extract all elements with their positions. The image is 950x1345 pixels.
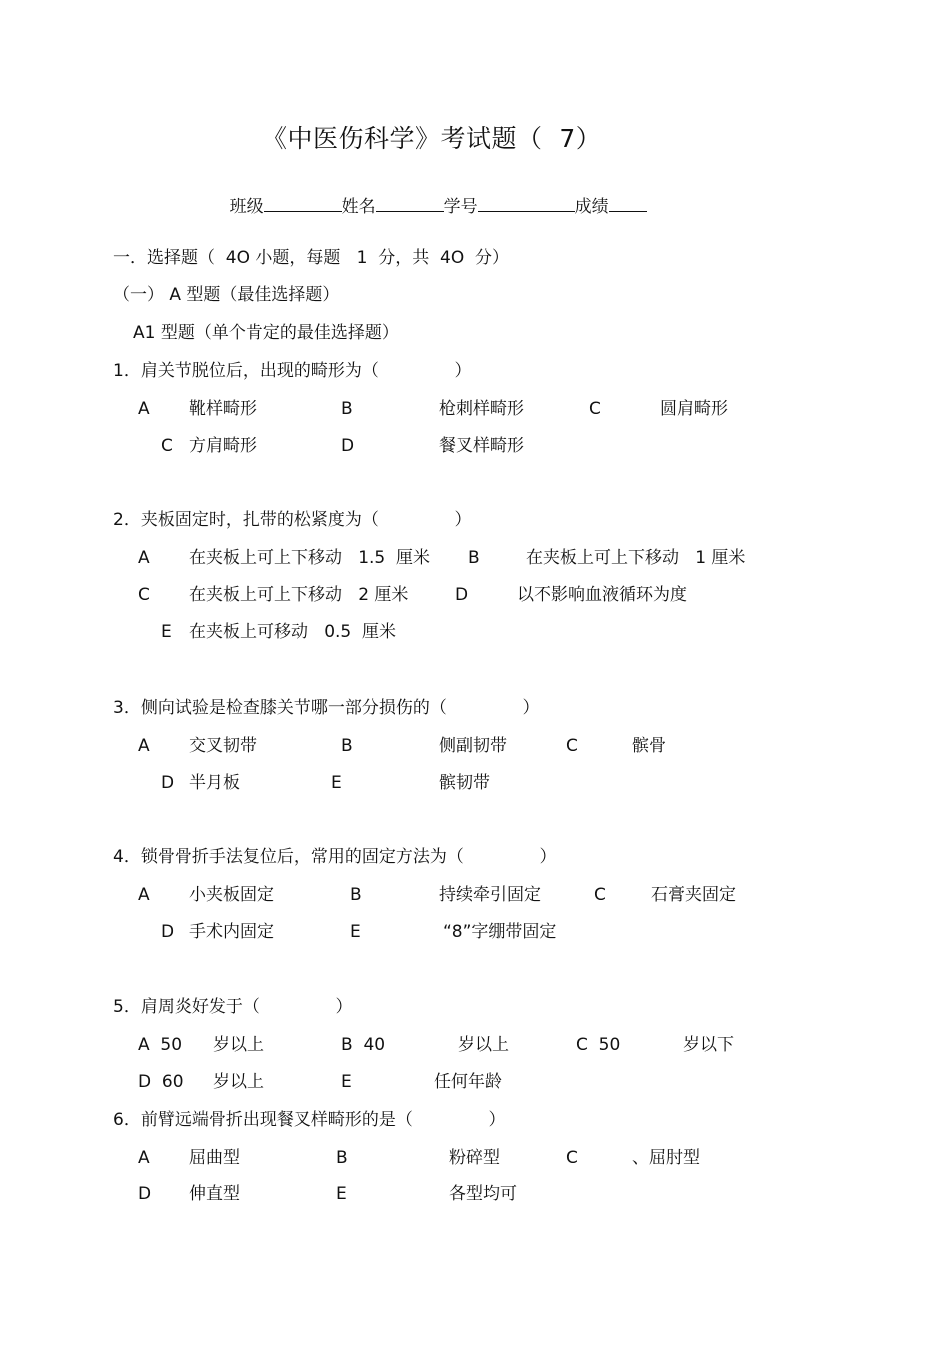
q5-option-text[interactable]: 岁以上 — [213, 1035, 264, 1055]
q5-option-letter: C 50 — [576, 1035, 621, 1055]
q4-option-text[interactable]: 小夹板固定 — [189, 885, 274, 905]
q2-option-letter: B — [468, 548, 480, 568]
q1-option-letter: B — [341, 399, 353, 419]
q6-option-letter: E — [336, 1184, 347, 1204]
q6-option-text[interactable]: 屈曲型 — [189, 1148, 240, 1168]
q4-option-text[interactable]: “8”字绷带固定 — [443, 922, 557, 942]
q6-option-letter: B — [336, 1148, 348, 1168]
id-blank[interactable] — [478, 193, 575, 212]
q3-option-letter: A — [138, 736, 150, 756]
q4-option-letter: A — [138, 885, 150, 905]
question-4-stem: 4．锁骨骨折手法复位后，常用的固定方法为（ ） — [113, 847, 557, 867]
q3-option-text[interactable]: 半月板 — [189, 773, 240, 793]
id-label: 学号 — [443, 197, 478, 217]
score-label: 成绩 — [574, 197, 609, 217]
q1-option-text[interactable]: 枪刺样畸形 — [439, 399, 524, 419]
q3-option-letter: C — [566, 736, 578, 756]
student-info-line — [208, 173, 647, 237]
q6-option-text[interactable]: 伸直型 — [189, 1184, 240, 1204]
q2-option-text[interactable]: 在夹板上可上下移动 2 厘米 — [189, 585, 409, 605]
name-blank[interactable] — [376, 193, 444, 212]
q2-option-letter: E — [161, 622, 172, 642]
q4-option-text[interactable]: 持续牵引固定 — [439, 885, 541, 905]
q1-option-letter: D — [341, 436, 355, 456]
q5-option-text[interactable]: 岁以上 — [458, 1035, 509, 1055]
q1-option-letter: A — [138, 399, 150, 419]
q1-option-letter: C — [161, 436, 173, 456]
class-label: 班级 — [229, 197, 264, 217]
sub-subsection-heading: A1 型题（单个肯定的最佳选择题） — [133, 323, 399, 343]
question-5-stem: 5．肩周炎好发于（ ） — [113, 997, 353, 1017]
q2-option-text[interactable]: 以不影响血液循环为度 — [517, 585, 687, 605]
class-blank[interactable] — [264, 193, 342, 212]
q3-option-letter: D — [161, 773, 175, 793]
question-3-stem: 3．侧向试验是检查膝关节哪一部分损伤的（ ） — [113, 698, 540, 718]
q3-option-text[interactable]: 交叉韧带 — [189, 736, 257, 756]
q6-option-text[interactable]: 粉碎型 — [449, 1148, 500, 1168]
q4-option-text[interactable]: 石膏夹固定 — [651, 885, 736, 905]
q6-option-text[interactable]: 、屈肘型 — [632, 1148, 700, 1168]
q1-option-text[interactable]: 圆肩畸形 — [660, 399, 728, 419]
q6-option-letter: A — [138, 1148, 150, 1168]
name-label: 姓名 — [341, 197, 376, 217]
q5-option-letter: A 50 — [138, 1035, 183, 1055]
page-title: 《中医伤科学》考试题（ 7） — [262, 124, 602, 153]
q1-option-text[interactable]: 餐叉样畸形 — [439, 436, 524, 456]
q4-option-letter: E — [350, 922, 361, 942]
section-header: 一．选择题（ 4O 小题，每题 1 分，共 4O 分） — [113, 248, 510, 268]
q1-option-text[interactable]: 方肩畸形 — [189, 436, 257, 456]
question-2-stem: 2．夹板固定时，扎带的松紧度为（ ） — [113, 510, 472, 530]
q6-option-letter: D — [138, 1184, 152, 1204]
q3-option-text[interactable]: 髌骨 — [632, 736, 666, 756]
q5-option-letter: E — [341, 1072, 352, 1092]
q4-option-letter: D — [161, 922, 175, 942]
question-1-stem: 1．肩关节脱位后，出现的畸形为（ ） — [113, 361, 472, 381]
q3-option-letter: B — [341, 736, 353, 756]
question-6-stem: 6．前臂远端骨折出现餐叉样畸形的是（ ） — [113, 1110, 506, 1130]
q3-option-text[interactable]: 髌韧带 — [439, 773, 490, 793]
q2-option-letter: D — [455, 585, 469, 605]
q5-option-letter: D 60 — [138, 1072, 184, 1092]
q2-option-text[interactable]: 在夹板上可移动 0.5 厘米 — [189, 622, 397, 642]
q5-option-text[interactable]: 岁以下 — [683, 1035, 734, 1055]
q2-option-letter: C — [138, 585, 150, 605]
q4-option-text[interactable]: 手术内固定 — [189, 922, 274, 942]
q4-option-letter: C — [594, 885, 606, 905]
q3-option-text[interactable]: 侧副韧带 — [439, 736, 507, 756]
q3-option-letter: E — [331, 773, 342, 793]
q1-option-text[interactable]: 靴样畸形 — [189, 399, 257, 419]
score-blank[interactable] — [609, 193, 647, 212]
q4-option-letter: B — [350, 885, 362, 905]
q6-option-letter: C — [566, 1148, 578, 1168]
q5-option-text[interactable]: 岁以上 — [213, 1072, 264, 1092]
subsection-heading: （一） A 型题（最佳选择题） — [113, 285, 340, 305]
q5-option-letter: B 40 — [341, 1035, 386, 1055]
q2-option-text[interactable]: 在夹板上可上下移动 1.5 厘米 — [189, 548, 431, 568]
q5-option-text[interactable]: 任何年龄 — [434, 1072, 502, 1092]
q6-option-text[interactable]: 各型均可 — [449, 1184, 517, 1204]
q2-option-text[interactable]: 在夹板上可上下移动 1 厘米 — [526, 548, 746, 568]
q1-option-letter: C — [589, 399, 601, 419]
q2-option-letter: A — [138, 548, 150, 568]
